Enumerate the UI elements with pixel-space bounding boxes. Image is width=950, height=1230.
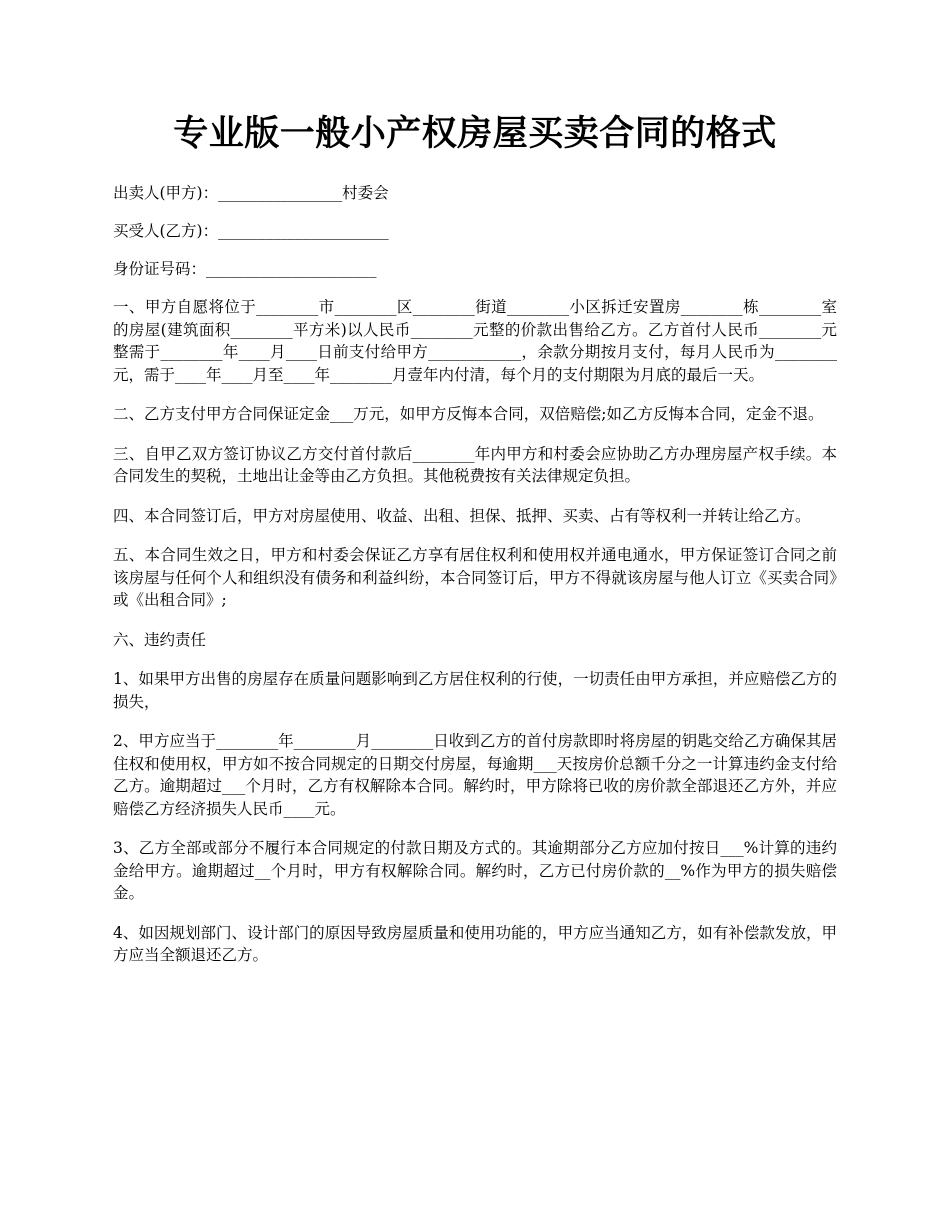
clause-3-title-transfer: 三、自甲乙双方签订协议乙方交付首付款后________年内甲方和村委会应协助乙方办理房屋产权手续。本合同发生的契税，土地出让金等由乙方负担。其他税费按有关法律规定负担。 bbox=[113, 444, 837, 485]
seller-line: 出卖人(甲方)：________________村委会 bbox=[113, 184, 389, 202]
clause-1-sale-terms: 一、甲方自愿将位于________市________区________街道________小区拆迁安置房________栋________室的房屋(建筑面积________平方米)以人民币________元整的价款出售给乙方。乙方首付人民币________元整需于________年____月____日前支付给甲方____________，余款分期按月支付，每月人民币为________元，需于____年____月至____年________月壹年内付清，每个月的支付期限为月底的最后一天。 bbox=[113, 298, 837, 384]
clause-6-heading: 六、违约责任 bbox=[113, 630, 207, 649]
liability-item-1: 1、如果甲方出售的房屋存在质量问题影响到乙方居住权利的行使，一切责任由甲方承担，并应赔偿乙方的损失， bbox=[113, 670, 837, 711]
liability-item-2: 2、甲方应当于________年________月________日收到乙方的首付房款即时将房屋的钥匙交给乙方确保其居住权和使用权，甲方如不按合同规定的日期交付房屋，每逾期___天按房价总额千分之一计算违约金支付给乙方。逾期超过___个月时，乙方有权解除本合同。解约时，甲方除将已收的房价款全部退还乙方外，并应赔偿乙方经济损失人民币____元。 bbox=[113, 732, 837, 818]
liability-item-3: 3、乙方全部或部分不履行本合同规定的付款日期及方式的。其逾期部分乙方应加付按日___%计算的违约金给甲方。逾期超过__个月时，甲方有权解除合同。解约时，乙方已付房价款的__%作为甲方的损失赔偿金。 bbox=[113, 839, 837, 902]
liability-item-4: 4、如因规划部门、设计部门的原因导致房屋质量和使用功能的，甲方应当通知乙方，如有补偿款发放，甲方应当全额退还乙方。 bbox=[113, 923, 837, 964]
clause-5-guarantee: 五、本合同生效之日，甲方和村委会保证乙方享有居住权利和使用权并通电通水，甲方保证签订合同之前该房屋与任何个人和组织没有债务和利益纠纷，本合同签订后，甲方不得就该房屋与他人订立《买卖合同》或《出租合同》; bbox=[113, 546, 837, 609]
clause-2-deposit: 二、乙方支付甲方合同保证定金___万元，如甲方反悔本合同，双倍赔偿;如乙方反悔本合同，定金不退。 bbox=[113, 405, 824, 423]
id-number-line: 身份证号码：______________________ bbox=[113, 260, 377, 278]
document-title: 专业版一般小产权房屋买卖合同的格式 bbox=[173, 113, 777, 154]
clause-4-rights-transfer: 四、本合同签订后，甲方对房屋使用、收益、出租、担保、抵押、买卖、占有等权利一并转让给乙方。 bbox=[113, 506, 811, 525]
buyer-line: 买受人(乙方)：______________________ bbox=[113, 222, 389, 240]
